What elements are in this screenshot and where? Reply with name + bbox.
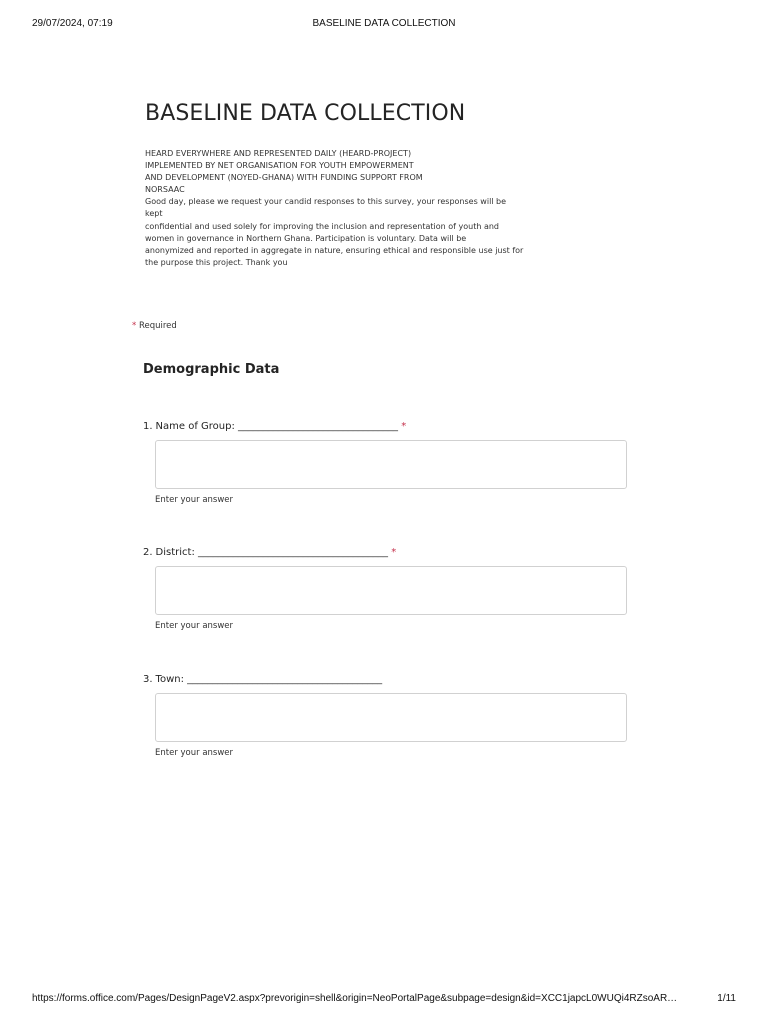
- question-label: [143, 420, 633, 434]
- required-star: *: [391, 547, 397, 558]
- district-input[interactable]: [155, 566, 627, 615]
- answer-hint: Enter your answer: [155, 748, 234, 758]
- question-number: 3.: [143, 674, 153, 685]
- print-datetime: 29/07/2024, 07:19: [32, 18, 113, 29]
- question-text: Name of Group: ________________________________: [155, 421, 399, 432]
- town-input[interactable]: [155, 693, 627, 742]
- question-number: 1.: [143, 421, 153, 432]
- required-star: *: [401, 421, 407, 432]
- question-town: [143, 673, 633, 758]
- question-number: 2.: [143, 547, 153, 558]
- question-label: [143, 546, 633, 560]
- page-number: 1/11: [717, 993, 736, 1004]
- print-url: https://forms.office.com/Pages/DesignPageV2.aspx?prevorigin=shell&origin=NeoPortalPage&subpage=design&id=XCC1japcL0WUQi4RZsoAR…: [32, 993, 678, 1004]
- question-district: [143, 546, 633, 631]
- name-of-group-input[interactable]: [155, 440, 627, 489]
- answer-hint: Enter your answer: [155, 495, 234, 505]
- print-footer: [32, 993, 736, 1007]
- print-header: [32, 18, 736, 32]
- form-title: BASELINE DATA COLLECTION: [145, 101, 466, 126]
- required-star: *: [132, 321, 137, 331]
- question-label: [143, 673, 633, 687]
- required-note: [132, 321, 177, 331]
- print-page-title: BASELINE DATA COLLECTION: [312, 18, 456, 29]
- section-title: Demographic Data: [143, 362, 280, 377]
- question-text: District: ______________________________________: [155, 547, 389, 558]
- required-label: Required: [138, 321, 177, 331]
- form-description: HEARD EVERYWHERE AND REPRESENTED DAILY (HEARD-PROJECT) IMPLEMENTED BY NET ORGANISATION FOR YOUTH EMPOWERMENT AND DEVELOPMENT (NOYED-GHANA) WITH FUNDING SUPPORT FROM NORSAAC Good day, please we request your candid responses to this survey, your responses will be kept confidential and used solely for improving the inclusion and representation of youth and women in governance in Northern Ghana. Participation is voluntary. Data will be anonymized and reported in aggregate in nature, ensuring ethical and responsible use just for the purpose this project. Thank you: [145, 149, 524, 267]
- question-name-of-group: [143, 420, 633, 505]
- answer-hint: Enter your answer: [155, 621, 234, 631]
- question-text: Town: _______________________________________: [155, 674, 383, 685]
